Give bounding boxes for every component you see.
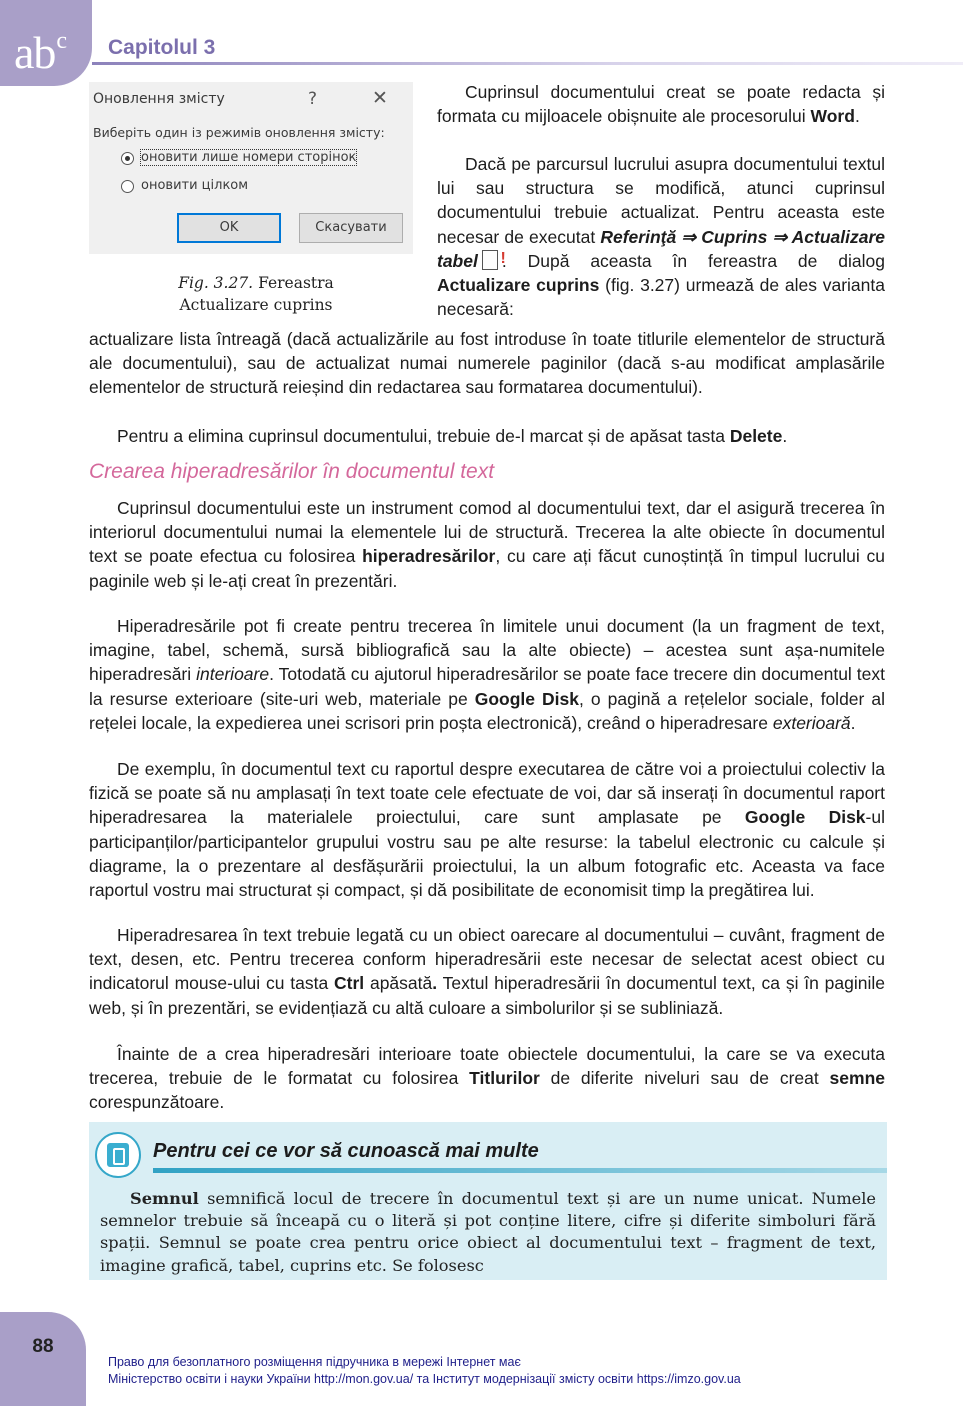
radio-label: оновити цілком [141,178,249,193]
paragraph-7 [89,923,885,1020]
chapter-title: Capitolul 3 [108,36,216,59]
text-run: Hiperadresările pot fi create pentru trecerea în limitele unui document (la un fragment de text, imagine, tabel, schemă, sursă bibliografică sau la alte obiecte) – acestea sunt așa-numitele hiperadresări [89,616,885,685]
text-run: . [850,712,856,733]
abc-logo [14,18,66,76]
bold-run: Google Disk [744,807,866,828]
paragraph-3 [89,424,885,448]
paragraph-6 [89,757,885,902]
text-run: Înainte de a crea hiperadresări interioare toate obiectele documentului, la care se va executa trecerea, trebuie de le formatat cu folosirea [89,1044,885,1089]
radio-label: оновити лише номери сторінок [141,150,357,165]
info-box-text [100,1188,876,1277]
logo-main-text: ab [14,27,56,78]
bold-run: Semnul [130,1189,199,1208]
close-icon[interactable]: ✕ [372,87,388,109]
bold-run: hiperadresărilor [362,546,496,567]
paragraph-4 [89,496,885,593]
bold-run: Google Disk [474,688,579,709]
italic-run: interioare [196,664,270,685]
info-box-divider [153,1168,887,1173]
dialog-prompt: Виберіть один із режимів оновлення змісту: [93,125,385,140]
section-heading: Crearea hiperadresărilor în documentul text [89,460,495,483]
bold-run: Titlurilor [469,1068,540,1089]
text-run: Cuprinsul documentului creat se poate redacta și formata cu mijloacele obișnuite ale procesorului [437,82,885,127]
dialog-title: Оновлення змісту [93,91,225,107]
key-name: Ctrl [334,973,365,994]
text-run: . După aceasta în fereastra de dialog [501,250,885,271]
figure-caption-line1: Fereastra [258,274,334,292]
bold-run: Actualizare cuprins [437,275,600,296]
update-toc-dialog [89,82,413,254]
page-number-tab [0,1312,86,1406]
text-run: . [782,426,788,446]
text-run: Dacă pe parcursul lucrului asupra documentului textul lui sau structura se modifică, atunci cuprinsul documentului trebuie actualizat. Pentru aceasta este necesar de executat [437,154,885,247]
figure-number: Fig. 3.27. [178,274,254,292]
footer-line-1: Право для безоплатного розміщення підручника в мережі Інтернет має [108,1355,521,1369]
ok-button[interactable]: OK [177,213,281,243]
paragraph-5 [89,614,885,735]
update-table-icon [482,250,498,270]
text-run: , o pagină a rețelelor sociale, folder al rețelei locale, la expedierea unei scrisori prin poșta electronică), creând o hiperadresare [89,688,886,733]
paragraph-1 [437,80,885,128]
text-run: De exemplu, în documentul text cu raportul despre executarea de către voi a proiectului colectiv la fizică se poate să nu amplasați în text toate cele efectuate de voi, dar să inserați în documentul raport hiperadresarea la materialele proiectului, care sunt amplasate pe [89,759,885,828]
text-run: Pentru a elimina cuprinsul documentului, trebuie de-l marcat și de apăsat tasta [117,426,730,446]
text-run: . Totodată cu ajutorul hiperadresărilor se poate face trecere din documentul text la resurse exterioare (site-uri web, materiale pe [89,664,886,709]
text-run: Textul hiperadresării în documentul text, ca și în paginile web, și în prezentări, se evidențiază cu altă culoare a simbolurilor și se subliniază. [89,973,885,1018]
help-icon[interactable]: ? [308,89,318,109]
key-name: Delete [729,426,783,446]
logo-sup-text: c [56,28,67,54]
italic-run: exterioară [772,712,851,733]
paragraph-2 [437,152,885,321]
header-divider [92,62,963,65]
book-icon [95,1132,141,1178]
text-run: corespunzătoare. [89,1092,225,1113]
text-run: semnifică locul de trecere în documentul text și are un nume unicat. Numele semnelor trebuie să înceapă cu o literă și pot conține litere, cifre și diferite simboluri fără spații. Semnul se poate crea pentru orice obiect al documentului text – fragment de text, imagine grafică, tabel, cuprins etc. Se folosesc [100,1189,876,1275]
bold-run: . [432,973,438,994]
paragraph-8 [89,1042,885,1115]
bold-run: Word [810,106,855,127]
text-run: , cu care ați făcut cunoștință în timpul lucrului cu paginile web și le-ați creat în prezentări. [89,546,885,591]
info-box-title: Pentru cei ce vor să cunoască mai multe [153,1140,539,1162]
paragraph-2-continued [89,327,885,400]
text-run: . [854,106,860,127]
menu-path: Referinţă ⇒ Cuprins ⇒ Actualizare tabel [437,226,885,271]
cancel-button[interactable]: Скасувати [299,213,403,243]
text-run: -ul participanților/participantelor grupului vostru sau pe alte resurse: la tabelul electronic cu calcule și diagrame, la o prezentare al desfășurării proiectului, la un album fotografic etc. Aceasta va face raportul vostru mai structurat și compact, și dă posibilitate de economisit timp la pregătirea lui. [89,807,885,901]
text-run: de diferite niveluri sau de creat [539,1068,830,1089]
footer-line-2: Міністерство освіти і науки України http://mon.gov.ua/ та Інститут модернізації змісту освіти https://imzo.gov.ua [108,1372,741,1386]
text-run: apăsată [364,973,433,994]
text-run: Cuprinsul documentului este un instrument comod al documentului text, dar el asigură trecerea în interiorul documentului numai la elementele lui de structură. Trecerea la alte obiecte în documentul text se poate efectua cu folosirea [89,498,885,567]
bold-run: semne [829,1068,885,1089]
radio-unchecked-icon[interactable] [121,180,134,193]
info-box [89,1122,887,1280]
radio-checked-icon[interactable] [121,152,134,165]
figure-caption [118,272,394,316]
page-number: 88 [32,1336,54,1357]
figure-caption-line2: Actualizare cuprins [179,296,333,314]
text-run: Hiperadresarea în text trebuie legată cu un obiect oarecare al documentului – cuvânt, fragment de text, desen, etc. Pentru trecerea conform hiperadresării este necesar de selectat acest obiect cu indicatorul mouse-ului cu tasta [89,925,885,994]
text-run: (fig. 3.27) urmează de ales varianta necesară: [437,275,885,320]
text-run: actualizare lista întreagă (dacă actualizările au fost introduse în toate titlurile elementelor de structură ale documentului), sau de actualizat numai numerele paginilor (dacă s-au modificat amplasările elementelor de structură reieșind din redactarea sau formatarea documentului). [89,329,885,398]
chapter-logo-tab [0,0,92,86]
footer-notice [108,1354,741,1388]
